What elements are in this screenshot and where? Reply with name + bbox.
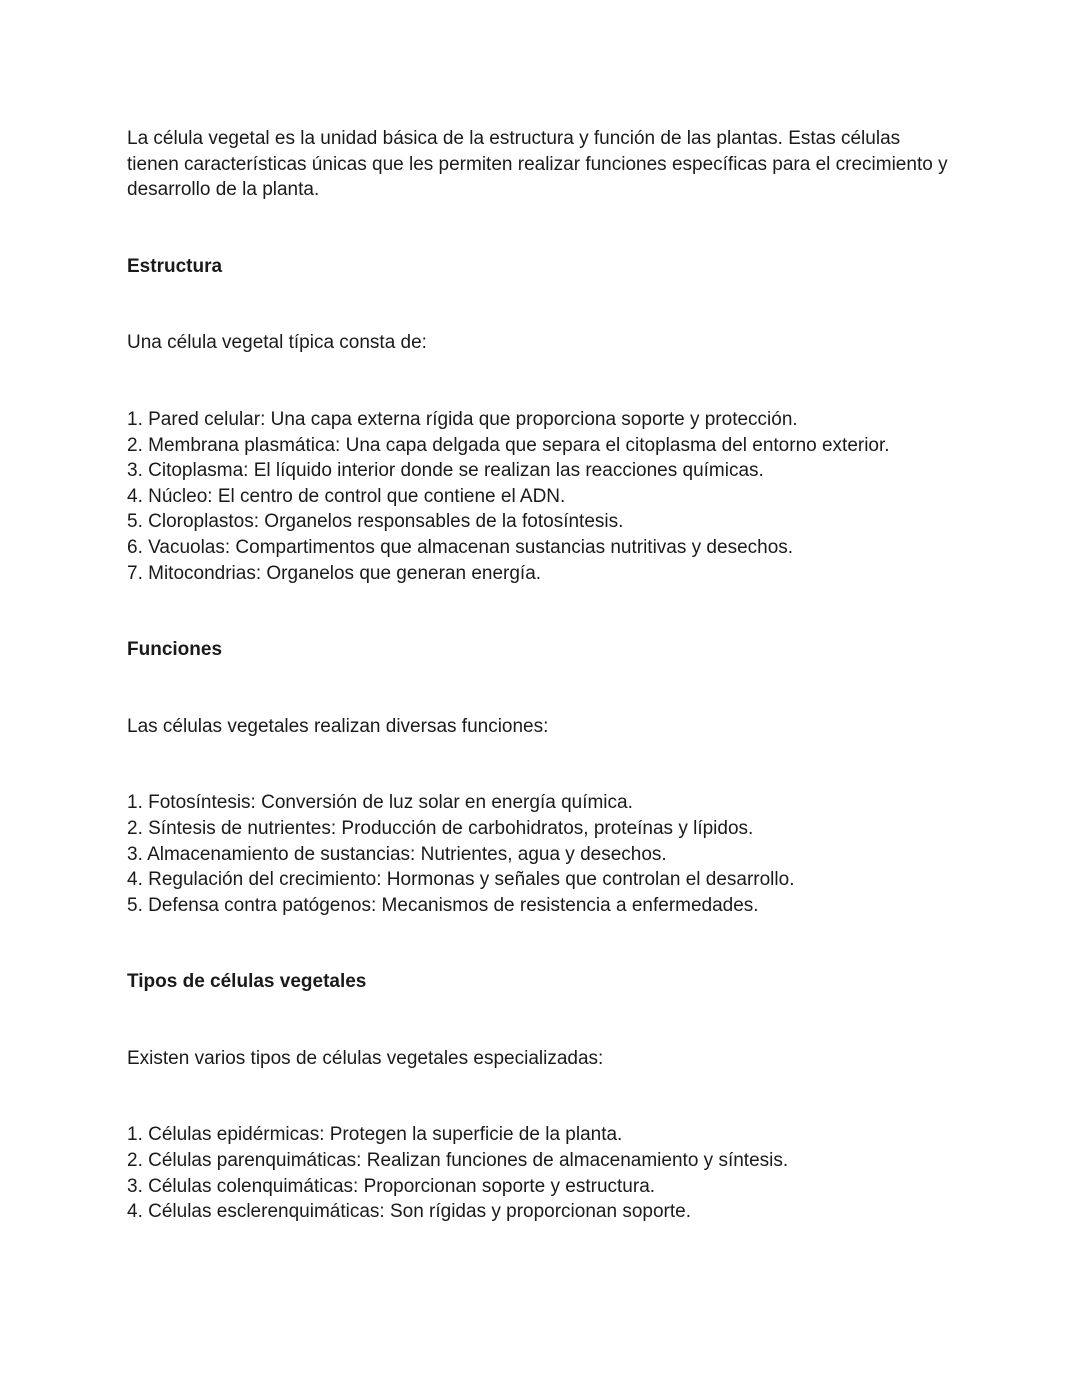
section-lead: Existen varios tipos de células vegetales especializadas: <box>127 1047 604 1069</box>
section-heading: Tipos de células vegetales <box>127 971 367 993</box>
list-item: 6. Vacuolas: Compartimentos que almacenan sustancias nutritivas y desechos. <box>127 536 794 558</box>
section-lead: Las células vegetales realizan diversas funciones: <box>127 715 549 737</box>
list-item: 2. Síntesis de nutrientes: Producción de carbohidratos, proteínas y lípidos. <box>127 817 754 839</box>
list-item: 3. Células colenquimáticas: Proporcionan soporte y estructura. <box>127 1175 656 1197</box>
list-item: 2. Células parenquimáticas: Realizan funciones de almacenamiento y síntesis. <box>127 1150 789 1172</box>
section-lead: Una célula vegetal típica consta de: <box>127 332 427 354</box>
list-item: 4. Núcleo: El centro de control que contiene el ADN. <box>127 485 566 507</box>
functions-list <box>127 790 957 918</box>
list-item: 1. Pared celular: Una capa externa rígida que proporciona soporte y protección. <box>127 408 798 430</box>
section-estructura <box>127 254 957 586</box>
list-item: 1. Células epidérmicas: Protegen la superficie de la planta. <box>127 1124 623 1146</box>
list-item: 3. Citoplasma: El líquido interior donde se realizan las reacciones químicas. <box>127 460 764 482</box>
list-item: 2. Membrana plasmática: Una capa delgada que separa el citoplasma del entorno exterior. <box>127 434 890 456</box>
document-page <box>127 126 957 1225</box>
list-item: 3. Almacenamiento de sustancias: Nutrientes, agua y desechos. <box>127 843 667 865</box>
structure-list <box>127 407 957 586</box>
list-item: 4. Células esclerenquimáticas: Son rígidas y proporcionan soporte. <box>127 1201 691 1223</box>
section-tipos <box>127 969 957 1225</box>
intro-paragraph: La célula vegetal es la unidad básica de la estructura y función de las plantas. Estas células tienen características únicas que les permiten realizar funciones específicas para el crecimiento y desarrollo de la planta. <box>127 128 948 201</box>
list-item: 7. Mitocondrias: Organelos que generan energía. <box>127 562 542 584</box>
list-item: 1. Fotosíntesis: Conversión de luz solar en energía química. <box>127 792 633 814</box>
cell-types-list <box>127 1122 957 1224</box>
section-heading: Estructura <box>127 255 223 277</box>
section-funciones <box>127 637 957 918</box>
list-item: 5. Cloroplastos: Organelos responsables de la fotosíntesis. <box>127 511 624 533</box>
section-heading: Funciones <box>127 639 223 661</box>
list-item: 4. Regulación del crecimiento: Hormonas y señales que controlan el desarrollo. <box>127 869 795 891</box>
list-item: 5. Defensa contra patógenos: Mecanismos de resistencia a enfermedades. <box>127 894 759 916</box>
